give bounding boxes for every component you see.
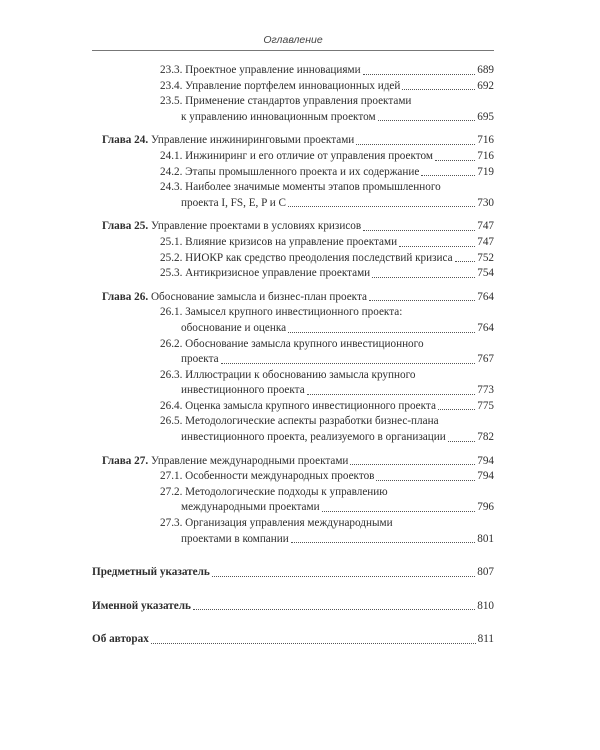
toc-entry-26-4[interactable]: 26.4. Оценка замысла крупного инвестиционного проекта 775: [92, 399, 494, 415]
toc-entry-23-5[interactable]: 23.5. Применение стандартов управления проектами: [160, 95, 412, 108]
page-number: 811: [477, 633, 494, 646]
toc-entry-26-5[interactable]: 26.5. Методологические аспекты разработки бизнес-плана: [160, 415, 439, 428]
page-number: 764: [477, 290, 494, 303]
toc-entry-23-5-cont[interactable]: к управлению инновационным проектом 695: [92, 110, 494, 126]
toc-chapter-27[interactable]: Глава 27. Управление международными проектами 794: [92, 454, 494, 470]
toc-name-index[interactable]: Именной указатель 810: [92, 599, 494, 615]
page-number: 782: [477, 431, 494, 444]
toc-entry-24-2[interactable]: 24.2. Этапы промышленного проекта и их содержание 719: [92, 165, 494, 181]
page-number: 767: [477, 353, 494, 366]
toc-chapter-26[interactable]: Глава 26. Обоснование замысла и бизнес-план проекта 764: [92, 290, 494, 306]
toc-entry-27-3-cont[interactable]: проектами в компании 801: [92, 532, 494, 548]
toc-entry-26-1-cont[interactable]: обоснование и оценка 764: [92, 321, 494, 337]
page-number: 794: [477, 470, 494, 483]
header-rule: [92, 50, 494, 51]
page-number: 719: [477, 165, 494, 178]
table-of-contents: [92, 63, 494, 648]
toc-entry-26-2-cont[interactable]: проекта 767: [92, 352, 494, 368]
page-number: 775: [477, 399, 494, 412]
toc-entry-24-3-cont[interactable]: проекта I, FS, E, P и C 730: [92, 196, 494, 212]
toc-entry-27-2[interactable]: 27.2. Методологические подходы к управлению: [160, 485, 388, 498]
page-number: 810: [477, 599, 494, 612]
toc-entry-24-3[interactable]: 24.3. Наиболее значимые моменты этапов промышленного: [160, 181, 441, 194]
toc-entry-27-2-cont[interactable]: международными проектами 796: [92, 500, 494, 516]
page-number: 692: [477, 79, 494, 92]
toc-entry-26-1[interactable]: 26.1. Замысел крупного инвестиционного проекта:: [160, 306, 403, 319]
page-number: 773: [477, 384, 494, 397]
running-header: Оглавление: [263, 34, 323, 46]
page-number: 807: [477, 566, 494, 579]
page-number: 730: [477, 196, 494, 209]
toc-chapter-25[interactable]: Глава 25. Управление проектами в условиях кризисов 747: [92, 219, 494, 235]
toc-entry-26-2[interactable]: 26.2. Обоснование замысла крупного инвестиционного: [160, 337, 424, 350]
toc-entry-26-3-cont[interactable]: инвестиционного проекта 773: [92, 383, 494, 399]
page-number: 801: [477, 532, 494, 545]
toc-entry-26-5-cont[interactable]: инвестиционного проекта, реализуемого в организации 782: [92, 430, 494, 446]
toc-entry-25-1[interactable]: 25.1. Влияние кризисов на управление проектами 747: [92, 235, 494, 251]
page-number: 794: [477, 454, 494, 467]
page-number: 747: [477, 220, 494, 233]
toc-entry-23-3[interactable]: 23.3. Проектное управление инновациями 689: [92, 63, 494, 79]
toc-entry-26-3[interactable]: 26.3. Иллюстрации к обоснованию замысла крупного: [160, 368, 416, 381]
toc-entry-27-3[interactable]: 27.3. Организация управления международными: [160, 517, 393, 530]
page-number: 716: [477, 149, 494, 162]
page-number: 747: [477, 235, 494, 248]
toc-chapter-24[interactable]: Глава 24. Управление инжиниринговыми проектами 716: [92, 133, 494, 149]
toc-entry-24-1[interactable]: 24.1. Инжиниринг и его отличие от управления проектом 716: [92, 149, 494, 165]
toc-about-authors[interactable]: Об авторах 811: [92, 632, 494, 648]
toc-entry-25-2[interactable]: 25.2. НИОКР как средство преодоления последствий кризиса 752: [92, 251, 494, 267]
page-number: 752: [477, 251, 494, 264]
page-number: 695: [477, 110, 494, 123]
page-number: 764: [477, 321, 494, 334]
toc-entry-25-3[interactable]: 25.3. Антикризисное управление проектами 754: [92, 266, 494, 282]
page-number: 796: [477, 501, 494, 514]
page-number: 754: [477, 267, 494, 280]
toc-entry-27-1[interactable]: 27.1. Особенности международных проектов 794: [92, 469, 494, 485]
page-number: 716: [477, 134, 494, 147]
toc-subject-index[interactable]: Предметный указатель 807: [92, 565, 494, 581]
toc-entry-23-4[interactable]: 23.4. Управление портфелем инновационных идей 692: [92, 79, 494, 95]
page-number: 689: [477, 64, 494, 76]
